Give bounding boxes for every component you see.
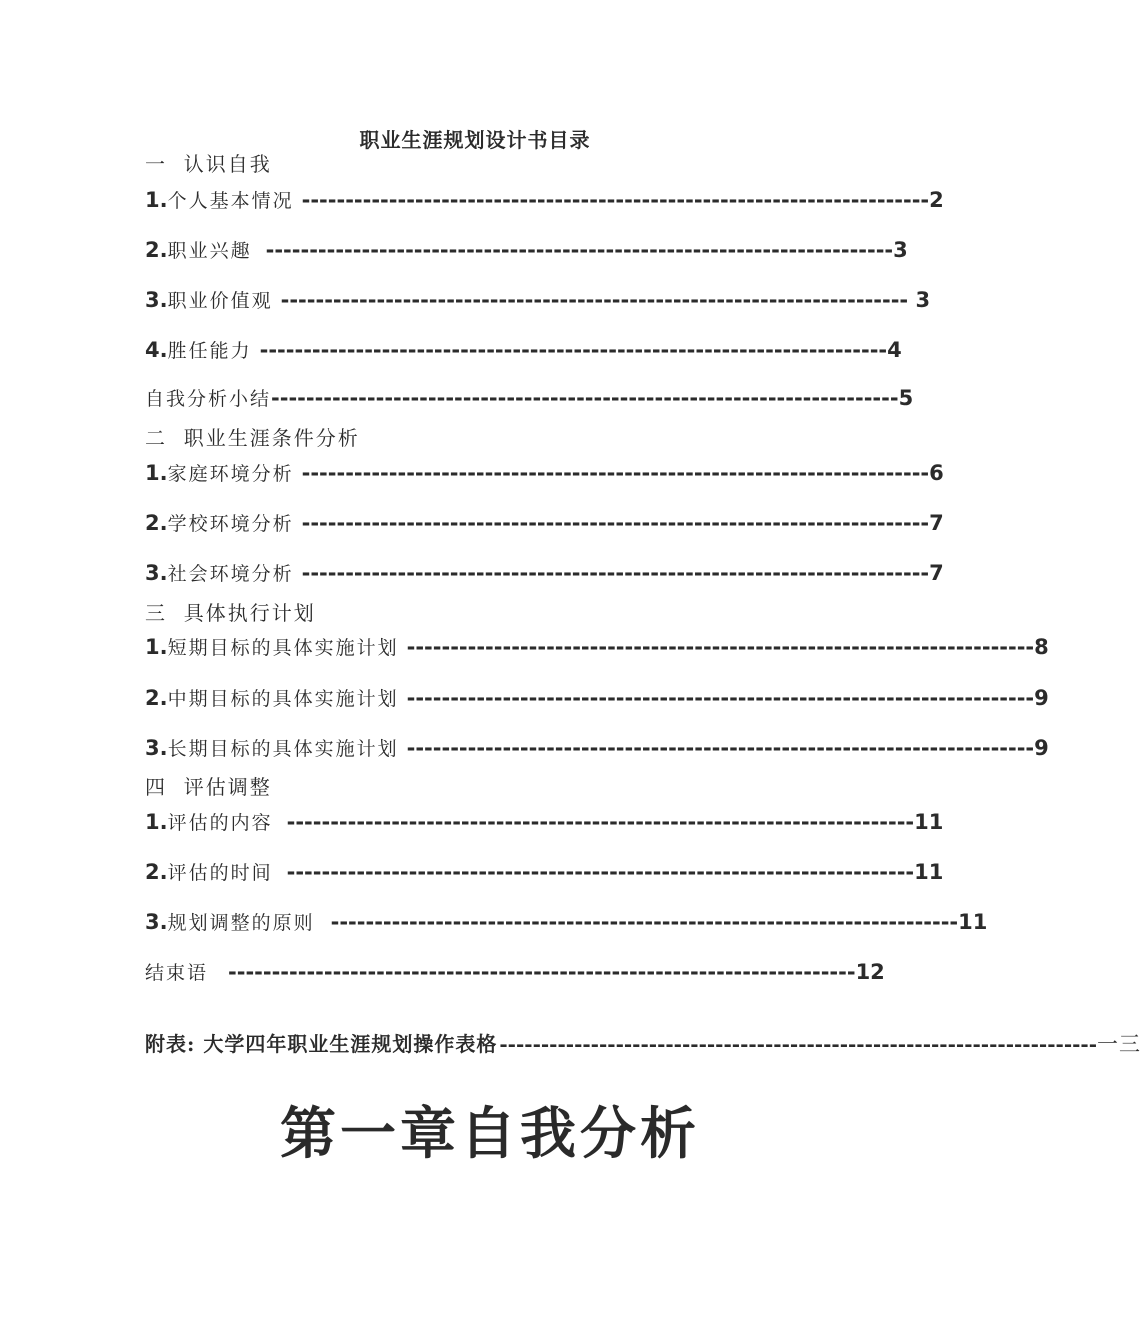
entry-page: 2 (929, 188, 944, 212)
entry-page: 11 (914, 860, 944, 884)
entry-page: 7 (929, 511, 944, 535)
entry-label: 评估的内容 (167, 812, 273, 834)
entry-label: 结束语 (145, 962, 209, 984)
dot-leader: ------------------------------------------------------------------------ (301, 561, 930, 585)
entry-page: 8 (1034, 635, 1049, 659)
dot-leader: ------------------------------------------------------------------------ (286, 810, 915, 834)
entry-number: 1. (145, 461, 168, 485)
entry-number: 1. (145, 810, 168, 834)
entry-label: 学校环境分析 (167, 513, 294, 535)
entry-number: 4. (145, 338, 168, 362)
section-heading-2: 二 职业生涯条件分析 (145, 426, 360, 450)
toc-entry[interactable] (145, 958, 885, 986)
toc-entry[interactable] (145, 734, 1049, 762)
entry-label: 个人基本情况 (167, 190, 294, 212)
dot-leader: ------------------------------------------------------------------------ (330, 910, 959, 934)
entry-label: 胜任能力 (167, 340, 252, 362)
entry-page: 12 (855, 960, 885, 984)
toc-entry[interactable] (145, 808, 944, 836)
toc-title: 职业生涯规划设计书目录 (359, 128, 591, 152)
toc-entry[interactable] (145, 684, 1049, 712)
entry-number: 3. (145, 910, 168, 934)
dot-leader: ------------------------------------------------------------------------ (228, 960, 856, 984)
dot-leader: ------------------------------------------------------------------------ (301, 461, 930, 485)
entry-label: 社会环境分析 (167, 563, 294, 585)
dot-leader: ------------------------------------------------------------------------ (499, 1032, 1098, 1056)
entry-number: 2. (145, 860, 168, 884)
toc-entry[interactable] (145, 908, 988, 936)
entry-page: 6 (929, 461, 944, 485)
toc-entry[interactable] (145, 559, 944, 587)
entry-page: 4 (887, 338, 902, 362)
entry-label: 家庭环境分析 (167, 463, 294, 485)
chapter-heading: 第一章自我分析 (280, 1101, 700, 1167)
entry-number: 2. (145, 238, 168, 262)
dot-leader: ------------------------------------------------------------------------ (406, 686, 1035, 710)
section-heading-3: 三 具体执行计划 (145, 601, 316, 625)
entry-page: 3 (893, 238, 908, 262)
dot-leader: ------------------------------------------------------------------------ (265, 238, 894, 262)
entry-number: 1. (145, 635, 168, 659)
entry-label: 自我分析小结 (145, 388, 272, 410)
entry-page: 3 (908, 288, 931, 312)
entry-page: 7 (929, 561, 944, 585)
entry-page: 9 (1034, 686, 1049, 710)
dot-leader: ------------------------------------------------------------------------ (286, 860, 915, 884)
entry-number: 1. (145, 188, 168, 212)
dot-leader: ------------------------------------------------------------------------ (301, 511, 930, 535)
toc-entry[interactable] (145, 509, 944, 537)
entry-page: 9 (1034, 736, 1049, 760)
entry-label: 规划调整的原则 (167, 912, 315, 934)
toc-entry[interactable] (145, 236, 908, 264)
appendix-page: 一三 (1097, 1032, 1141, 1056)
entry-number: 3. (145, 561, 168, 585)
toc-entry[interactable] (145, 186, 944, 214)
dot-leader: ------------------------------------------------------------------------ (271, 386, 899, 410)
toc-entry[interactable] (145, 336, 902, 364)
entry-label: 长期目标的具体实施计划 (167, 738, 399, 760)
toc-entry[interactable] (145, 858, 944, 886)
entry-label: 职业兴趣 (167, 240, 252, 262)
entry-label: 评估的时间 (167, 862, 273, 884)
entry-number: 2. (145, 511, 168, 535)
entry-label: 职业价值观 (167, 290, 273, 312)
entry-label: 短期目标的具体实施计划 (167, 637, 399, 659)
entry-label: 中期目标的具体实施计划 (167, 688, 399, 710)
toc-entry[interactable] (145, 459, 944, 487)
dot-leader: ------------------------------------------------------------------------ (301, 188, 930, 212)
entry-page: 5 (898, 386, 914, 410)
dot-leader: ------------------------------------------------------------------------ (259, 338, 888, 362)
toc-entry[interactable] (145, 286, 931, 314)
appendix-entry[interactable] (145, 1028, 1141, 1058)
entry-page: 11 (958, 910, 988, 934)
entry-number: 3. (145, 736, 168, 760)
dot-leader: ------------------------------------------------------------------------ (280, 288, 909, 312)
dot-leader: ------------------------------------------------------------------------ (406, 635, 1035, 659)
entry-number: 2. (145, 686, 168, 710)
section-heading-4: 四 评估调整 (145, 775, 272, 799)
entry-page: 11 (914, 810, 944, 834)
entry-number: 3. (145, 288, 168, 312)
toc-entry[interactable] (145, 384, 914, 412)
toc-entry[interactable] (145, 633, 1049, 661)
section-heading-1: 一 认识自我 (145, 152, 272, 176)
appendix-label: 附表: 大学四年职业生涯规划操作表格 (145, 1032, 498, 1056)
dot-leader: ------------------------------------------------------------------------ (406, 736, 1035, 760)
